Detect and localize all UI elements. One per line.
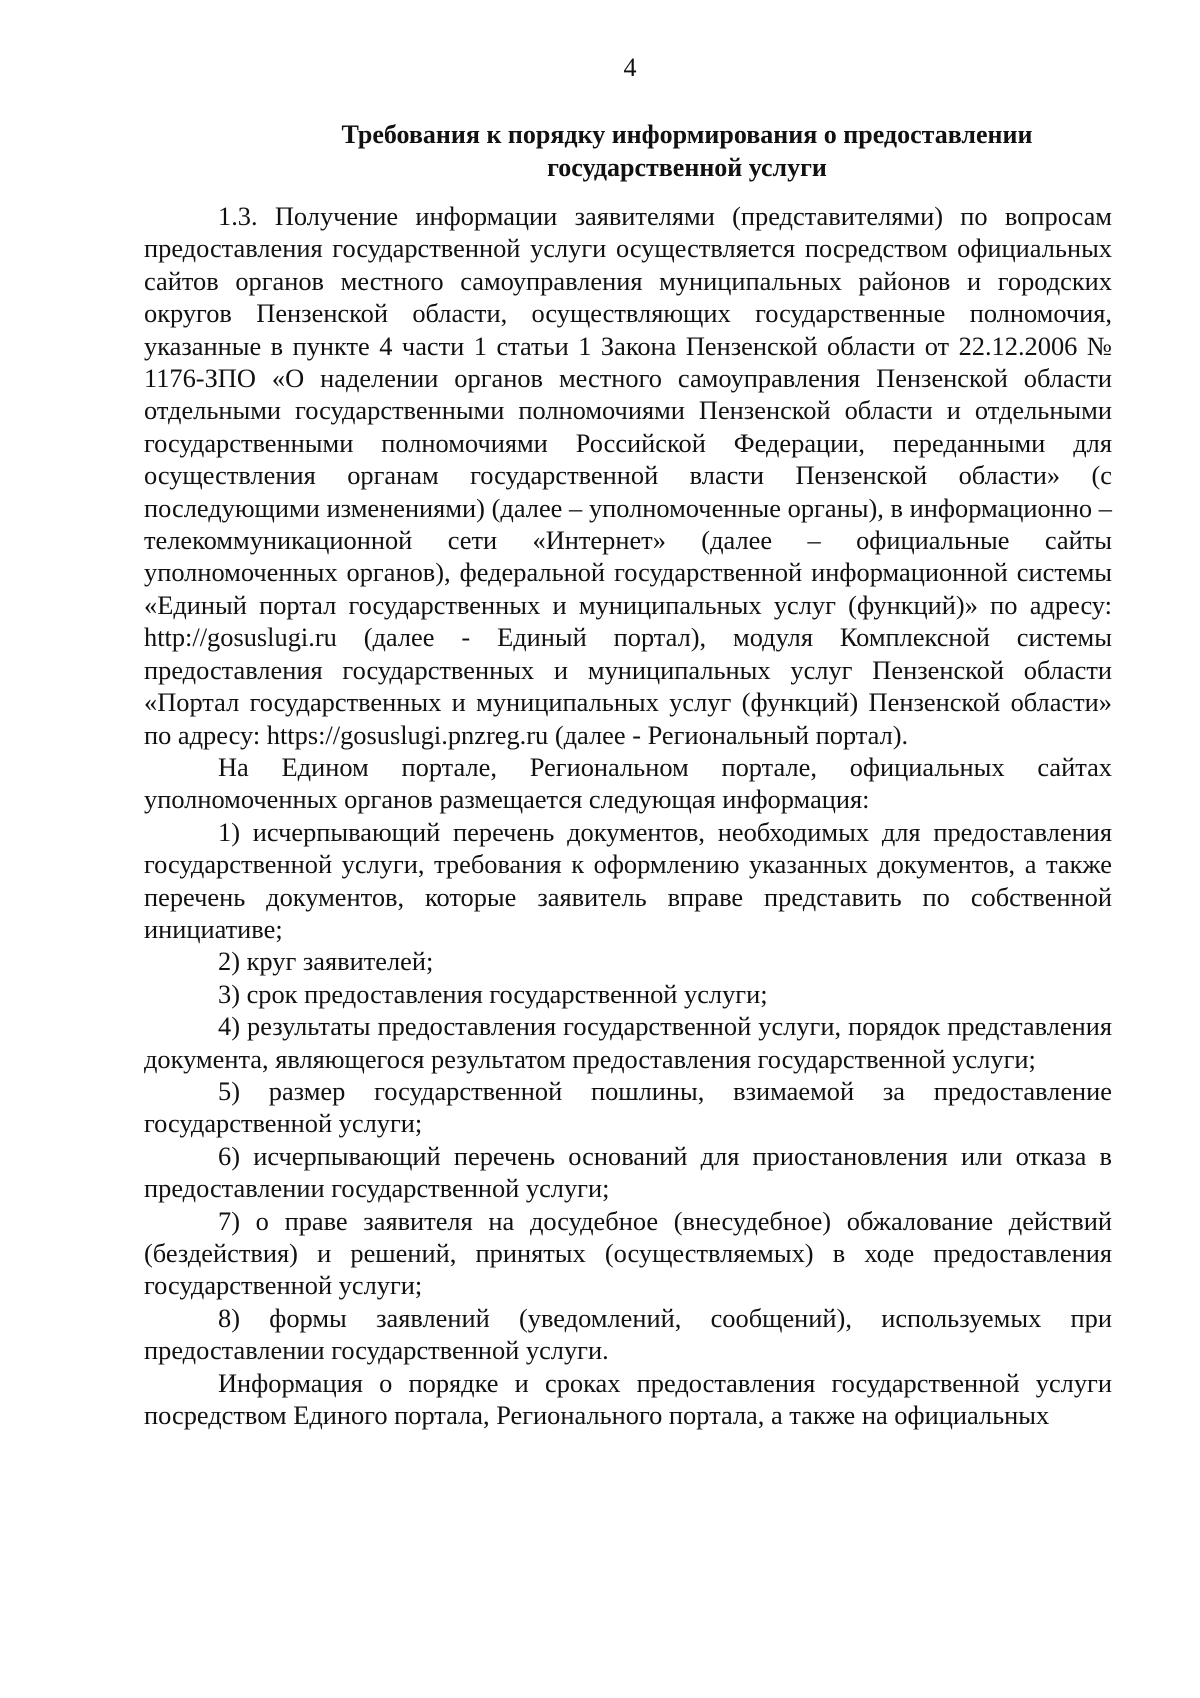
section-heading [244,118,1130,184]
list-item: 4) результаты предоставления государственной услуги, порядок представления документа, являющегося результатом предоставления государственной услуги; [144,1011,1112,1074]
paragraph: На Едином портале, Региональном портале, официальных сайтах уполномоченных органов размещается следующая информация: [144,751,1112,815]
section-heading-line-2: государственной услуги [547,153,827,182]
list-item: 5) размер государственной пошлины, взимаемой за предоставление государственной услуги; [144,1075,1112,1139]
paragraph: Информация о порядке и сроках предоставления государственной услуги посредством Единого портала, Регионального портала, а также на официальных [144,1367,1112,1431]
list-item: 8) формы заявлений (уведомлений, сообщений), используемых при предоставлении государственной услуги. [144,1302,1112,1366]
list-item: 2) круг заявителей; [218,946,434,977]
paragraph: 1.3. Получение информации заявителями (представителями) по вопросам предоставления государственной услуги осуществляется посредством официальных сайтов органов местного самоуправления муниципальных районов и городских округов Пензенской области, осуществляющих государственные полномочия, указанные в пункте 4 части 1 статьи 1 Закона Пензенской области от 22.12.2006 № 1176-ЗПО «О наделении органов местного самоуправления Пензенской области отдельными государственными полномочиями Пензенской области и отдельными государственными полномочиями Российской Федерации, переданными для осуществления органам государственной власти Пензенской области» (с последующими изменениями) (далее – уполномоченные органы), в информационно – телекоммуникационной сети «Интернет» (далее – официальные сайты уполномоченных органов), федеральной государственной информационной системы «Единый портал государственных и муниципальных услуг (функций)» по адресу: http://gosuslugi.ru (далее - Единый портал), модуля Комплексной системы предоставления государственных и муниципальных услуг Пензенской области «Портал государственных и муниципальных услуг (функций) Пензенской области» по адресу: https://gosuslugi.pnzreg.ru (далее - Региональный портал). [144,201,1112,750]
page-number: 4 [623,53,637,82]
list-item: 1) исчерпывающий перечень документов, необходимых для предоставления государственной услуги, требования к оформлению указанных документов, а также перечень документов, которые заявитель вправе представить по собственной инициативе; [144,816,1112,944]
body-text [144,200,1112,1431]
list-item: 6) исчерпывающий перечень оснований для приостановления или отказа в предоставлении государственной услуги; [144,1140,1112,1204]
list-item: 3) срок предоставления государственной услуги; [218,978,768,1009]
section-heading-line-1: Требования к порядку информирования о предоставлении [341,120,1033,149]
list-item: 7) о праве заявителя на досудебное (внесудебное) обжалование действий (бездействия) и решений, принятых (осуществляемых) в ходе предоставления государственной услуги; [144,1205,1112,1301]
